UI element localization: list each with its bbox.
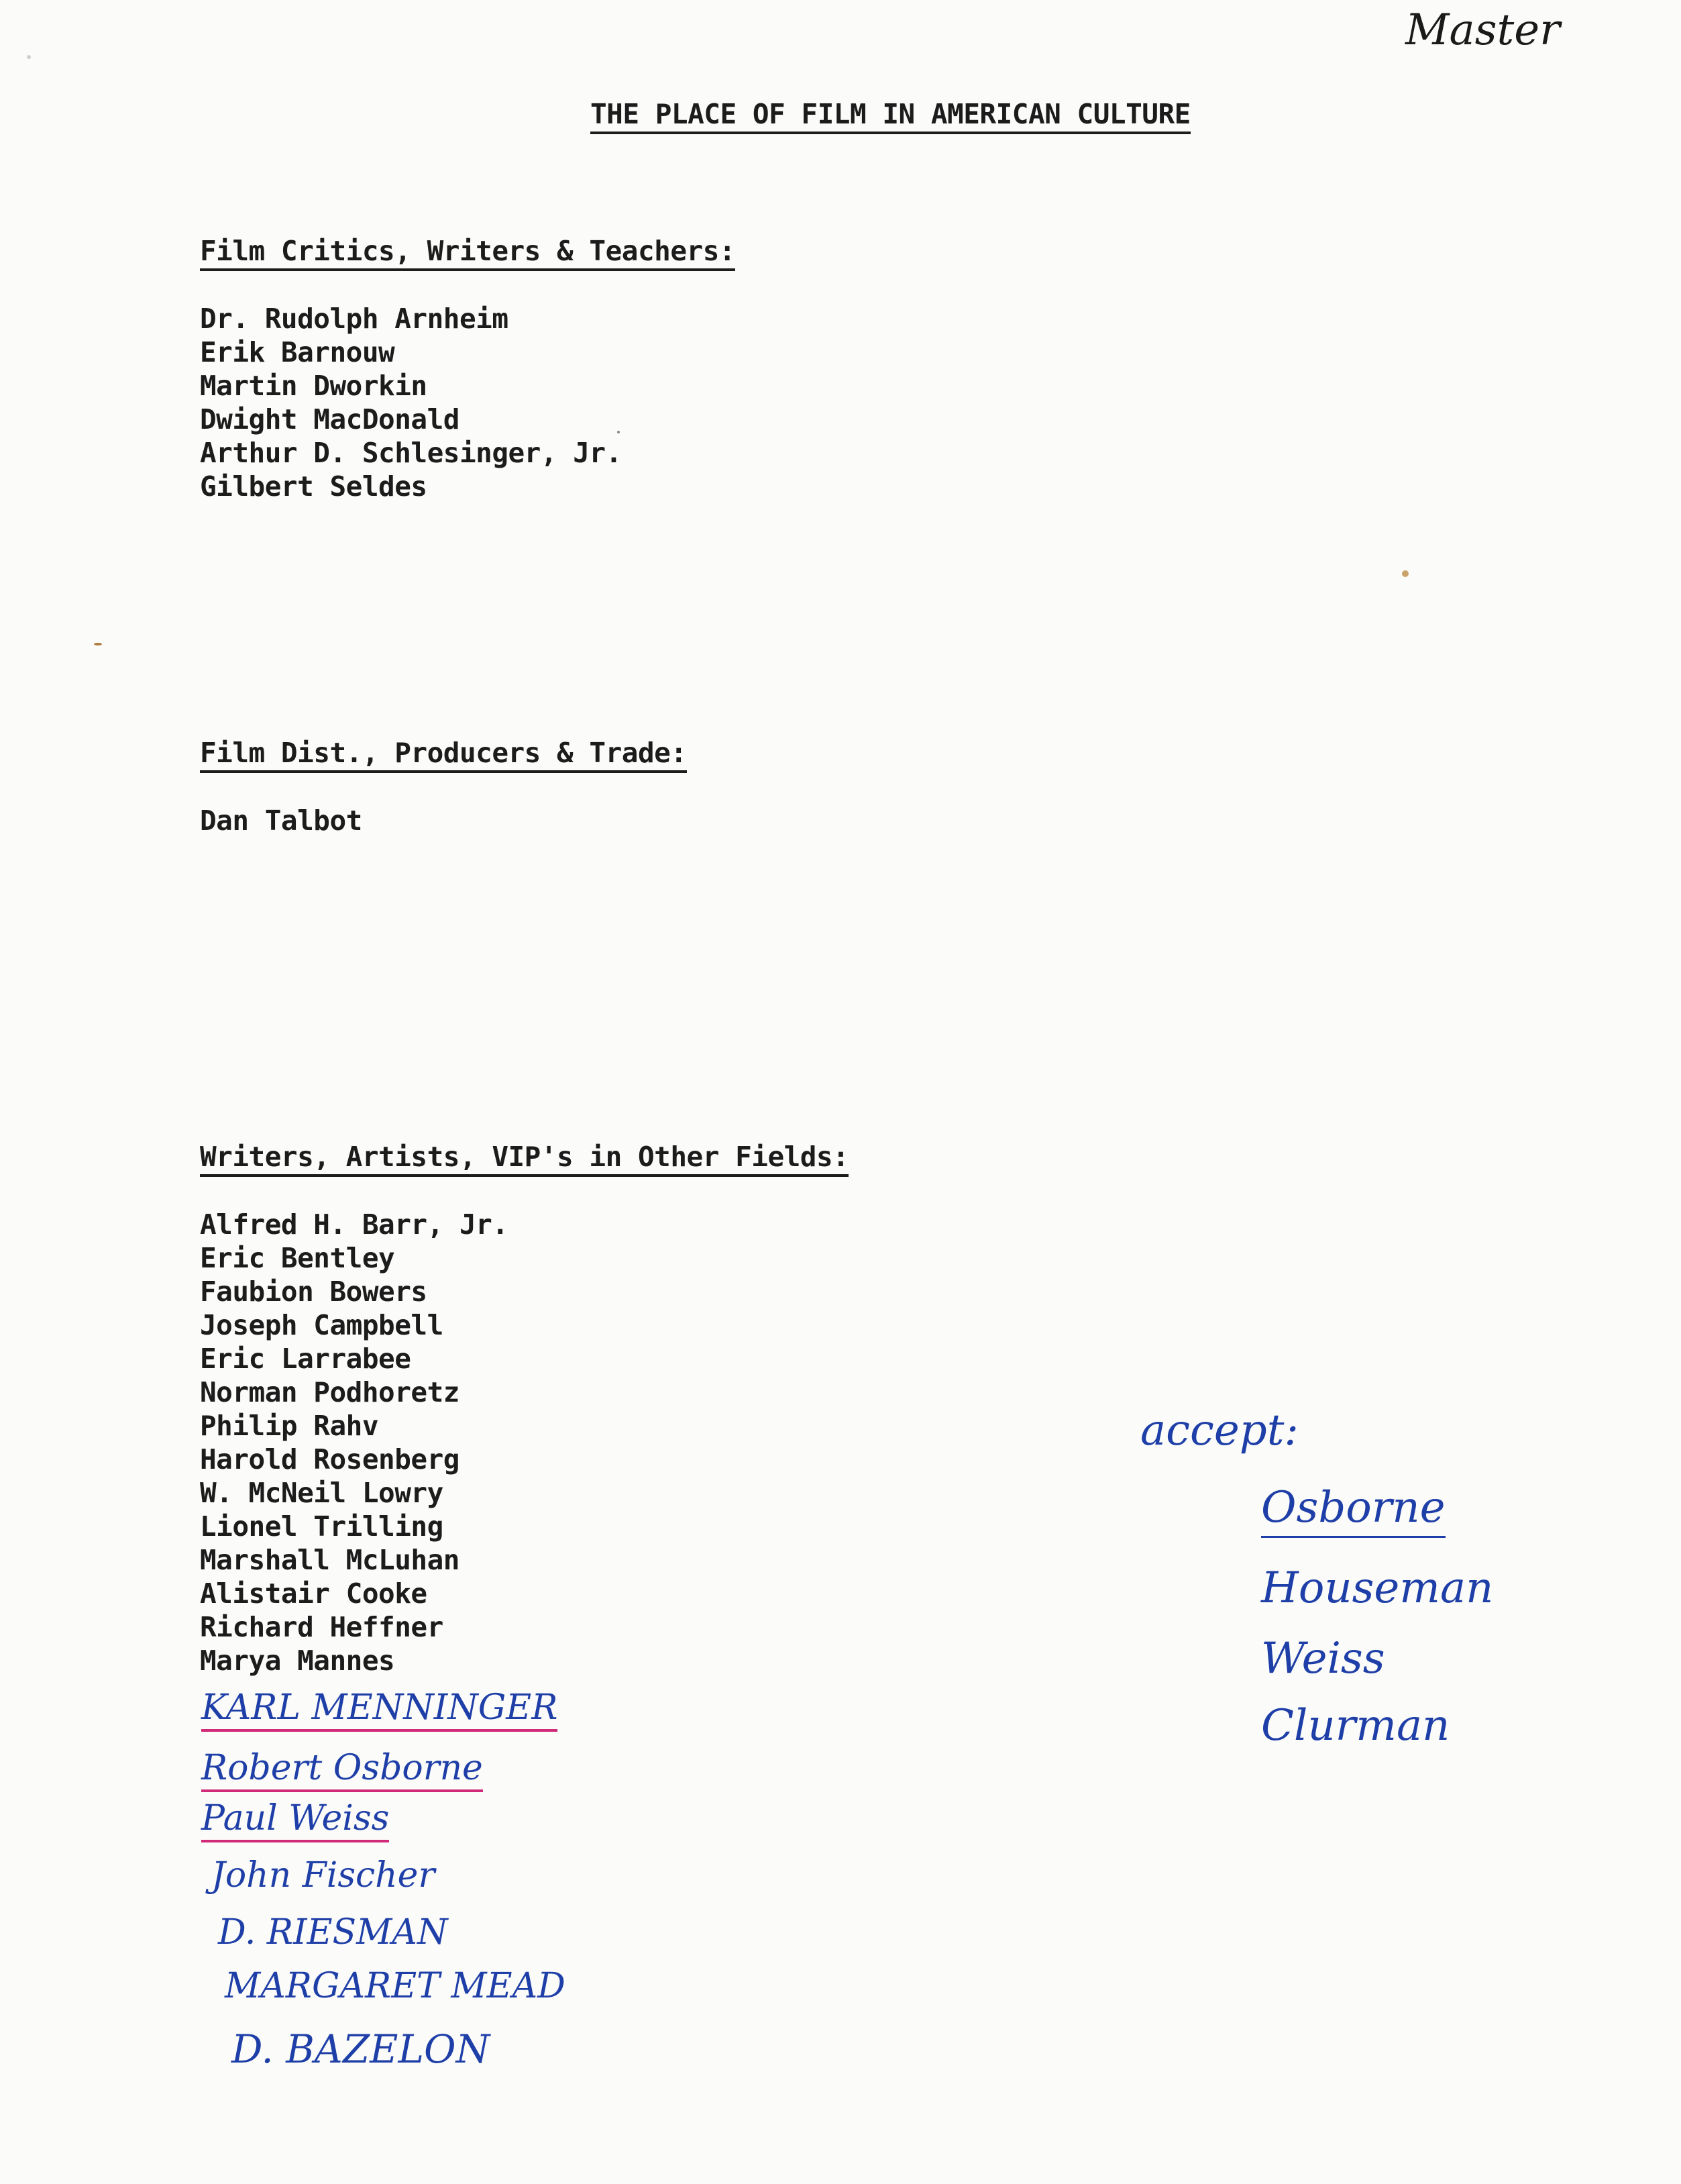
paper-speck	[27, 55, 31, 59]
section-film-dist	[200, 737, 687, 837]
list-item: Alfred H. Barr, Jr.	[200, 1208, 508, 1241]
list-item: Dr. Rudolph Arnheim	[200, 303, 508, 335]
section-heading: Film Dist., Producers & Trade:	[200, 737, 687, 773]
paper-speck	[1402, 570, 1409, 577]
list-item: Richard Heffner	[200, 1611, 443, 1643]
list-item: Eric Larrabee	[200, 1343, 411, 1375]
section-film-critics	[200, 235, 735, 503]
handwritten-master-note: Master	[1405, 5, 1560, 55]
list-item: Gilbert Seldes	[200, 470, 427, 503]
accept-name: Clurman	[1261, 1701, 1450, 1751]
handwritten-name	[201, 1748, 483, 1792]
list-item: Dwight MacDonald	[200, 403, 459, 435]
handwritten-name: D. RIESMAN	[218, 1912, 448, 1953]
section-heading: Writers, Artists, VIP's in Other Fields:	[200, 1141, 849, 1177]
list-item: Lionel Trilling	[200, 1510, 443, 1543]
accept-name: Houseman	[1261, 1563, 1494, 1613]
handwritten-name: MARGARET MEAD	[225, 1966, 565, 2006]
list-item: Martin Dworkin	[200, 370, 427, 402]
list-item: Alistair Cooke	[200, 1577, 427, 1610]
accept-label: accept:	[1140, 1406, 1299, 1455]
handwritten-name: John Fischer	[211, 1855, 435, 1895]
list-item: W. McNeil Lowry	[200, 1477, 443, 1509]
accept-name: Weiss	[1261, 1634, 1385, 1683]
list-item: Philip Rahv	[200, 1410, 379, 1442]
name-list	[200, 804, 687, 837]
underlined-name: Robert Osborne	[201, 1751, 483, 1792]
handwritten-name: D. BAZELON	[231, 2026, 490, 2072]
list-item: Joseph Campbell	[200, 1309, 443, 1341]
list-item: Norman Podhoretz	[200, 1376, 459, 1408]
document-title: THE PLACE OF FILM IN AMERICAN CULTURE	[590, 98, 1191, 134]
paper-speck	[617, 431, 620, 433]
accept-name: Osborne	[1261, 1486, 1446, 1538]
list-item: Arthur D. Schlesinger, Jr.	[200, 437, 622, 469]
underlined-name: Paul Weiss	[201, 1801, 389, 1842]
handwritten-name	[201, 1798, 389, 1842]
list-item: Marya Mannes	[200, 1645, 395, 1677]
list-item: Erik Barnouw	[200, 336, 395, 368]
paper-speck	[94, 643, 102, 645]
name-list	[200, 302, 735, 503]
section-writers-artists	[200, 1141, 849, 1677]
handwritten-name	[201, 1687, 557, 1732]
underlined-name: KARL MENNINGER	[201, 1690, 557, 1732]
name-list	[200, 1208, 849, 1677]
list-item: Dan Talbot	[200, 804, 362, 837]
section-heading: Film Critics, Writers & Teachers:	[200, 235, 735, 271]
list-item: Faubion Bowers	[200, 1276, 427, 1308]
list-item: Harold Rosenberg	[200, 1443, 459, 1475]
list-item: Marshall McLuhan	[200, 1544, 459, 1576]
list-item: Eric Bentley	[200, 1242, 395, 1274]
